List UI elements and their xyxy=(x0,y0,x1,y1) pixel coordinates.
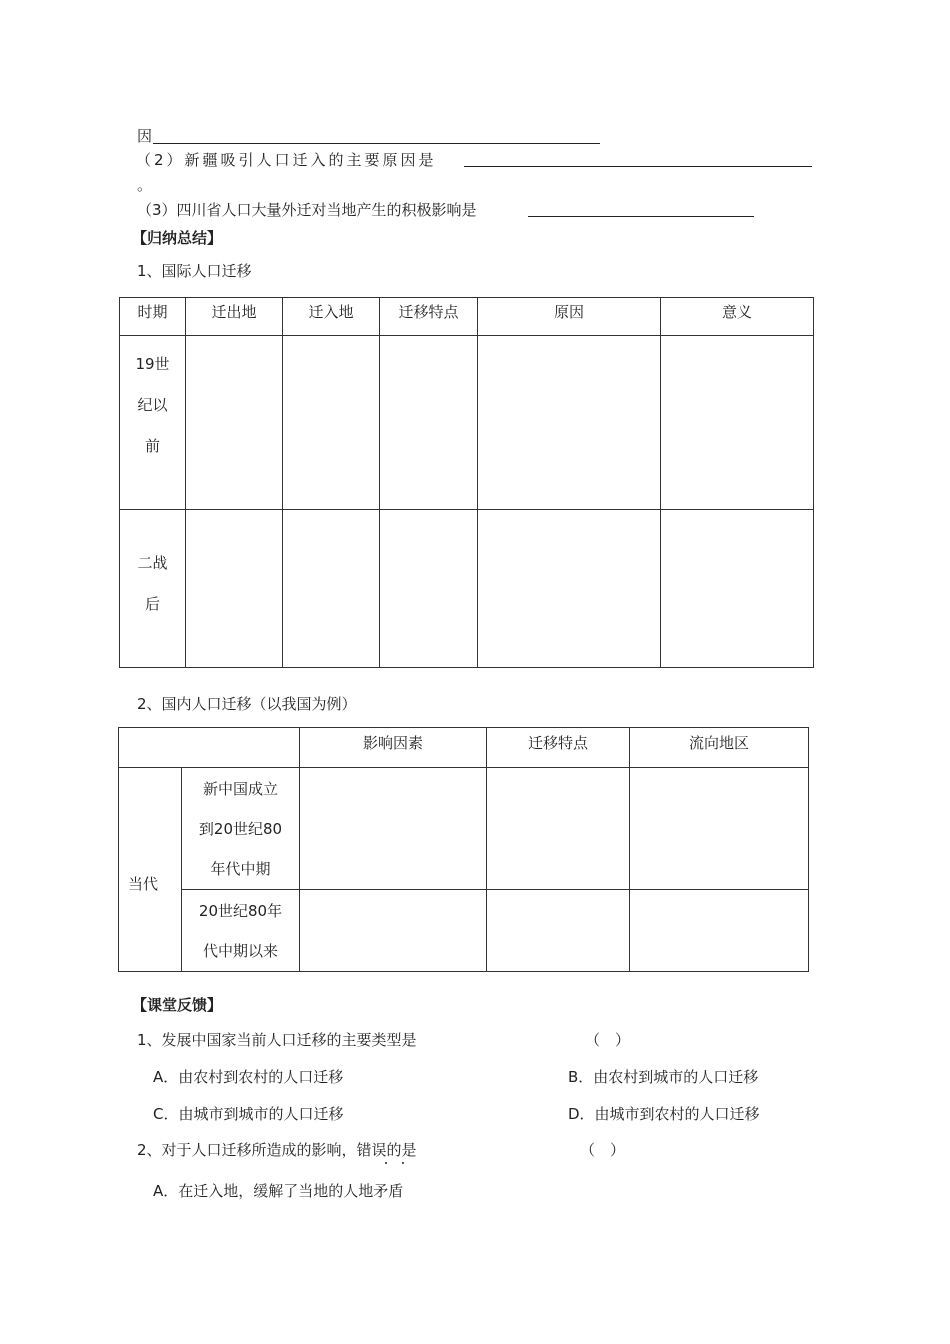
period-line: 代中期以来 xyxy=(202,942,278,960)
feedback-heading: 【课堂反馈】 xyxy=(132,996,223,1014)
table1-cell-blank[interactable] xyxy=(661,510,814,668)
question-2-tail: 。 xyxy=(137,176,153,194)
domestic-migration-table xyxy=(118,727,809,972)
table1-cell-blank[interactable] xyxy=(380,510,478,668)
table2-header-row xyxy=(119,728,809,768)
question-3-text: （3）四川省人口大量外迁对当地产生的积极影响是 xyxy=(137,201,477,219)
table2-cell-blank[interactable] xyxy=(300,890,487,972)
section-2-title: 2、国内人口迁移（以我国为例） xyxy=(137,695,357,713)
table1-header-destination: 迁入地 xyxy=(283,298,380,336)
table2-cell-blank[interactable] xyxy=(630,768,809,890)
table1-cell-blank[interactable] xyxy=(186,510,283,668)
table1-cell-blank[interactable] xyxy=(478,510,661,668)
table1-header-origin: 迁出地 xyxy=(186,298,283,336)
table2-group-contemporary: 当代 xyxy=(119,768,182,972)
table1-cell-blank[interactable] xyxy=(283,510,380,668)
q1-option-a[interactable]: A．由农村到农村的人口迁移 xyxy=(153,1068,344,1086)
table1-cell-pre19th-period xyxy=(120,336,186,510)
summary-heading: 【归纳总结】 xyxy=(132,229,223,247)
section-1-title: 1、国际人口迁移 xyxy=(137,262,252,280)
question-1-answer-paren[interactable]: （ ） xyxy=(585,1031,631,1049)
table2-cell-period2 xyxy=(182,890,300,972)
table1-cell-blank[interactable] xyxy=(283,336,380,510)
question-1-stem: 1、发展中国家当前人口迁移的主要类型是 xyxy=(137,1031,417,1049)
answer-line-prefix: 因 xyxy=(137,127,153,145)
table1-cell-blank[interactable] xyxy=(661,336,814,510)
period-line: 到20世纪80 xyxy=(198,820,283,838)
q1-option-c[interactable]: C．由城市到城市的人口迁移 xyxy=(153,1105,344,1123)
table1-header-row xyxy=(120,298,814,336)
answer-blank-2[interactable] xyxy=(464,166,812,167)
table1-row-postwar xyxy=(120,510,814,668)
table2-cell-blank[interactable] xyxy=(300,768,487,890)
table1-header-period: 时期 xyxy=(120,298,186,336)
emphasis-dot xyxy=(402,1162,404,1164)
table2-row-period2 xyxy=(119,890,809,972)
table2-cell-blank[interactable] xyxy=(487,768,630,890)
international-migration-table xyxy=(119,297,814,668)
table2-header-features: 迁移特点 xyxy=(487,728,630,768)
table2-cell-period1 xyxy=(182,768,300,890)
period-line: 19世 xyxy=(135,355,170,373)
period-line: 前 xyxy=(144,437,160,455)
period-line: 纪以 xyxy=(137,396,168,414)
answer-blank-3[interactable] xyxy=(528,216,754,217)
table2-header-blank xyxy=(119,728,300,768)
emphasis-dot xyxy=(385,1162,387,1164)
answer-blank-1[interactable] xyxy=(153,143,600,144)
table1-cell-blank[interactable] xyxy=(186,336,283,510)
q1-option-b[interactable]: B．由农村到城市的人口迁移 xyxy=(568,1068,759,1086)
table2-header-factors: 影响因素 xyxy=(300,728,487,768)
table1-header-reasons: 原因 xyxy=(478,298,661,336)
table1-cell-blank[interactable] xyxy=(380,336,478,510)
period-line: 年代中期 xyxy=(210,860,271,878)
period-line: 后 xyxy=(144,595,160,613)
table2-header-destinations: 流向地区 xyxy=(630,728,809,768)
table2-cell-blank[interactable] xyxy=(630,890,809,972)
period-line: 20世纪80年 xyxy=(198,902,283,920)
period-line: 二战 xyxy=(137,554,168,572)
table2-cell-blank[interactable] xyxy=(487,890,630,972)
q1-option-d[interactable]: D．由城市到农村的人口迁移 xyxy=(568,1105,760,1123)
question-2-answer-paren[interactable]: （ ） xyxy=(580,1141,626,1159)
table1-header-features: 迁移特点 xyxy=(380,298,478,336)
table2-row-period1 xyxy=(119,768,809,890)
table1-header-significance: 意义 xyxy=(661,298,814,336)
table1-cell-postwar-period xyxy=(120,510,186,668)
question-2-text: （2）新疆吸引人口迁入的主要原因是 xyxy=(136,151,437,169)
q2-option-a[interactable]: A．在迁入地，缓解了当地的人地矛盾 xyxy=(153,1182,404,1200)
table1-cell-blank[interactable] xyxy=(478,336,661,510)
table1-row-pre19th xyxy=(120,336,814,510)
question-2-stem: 2、对于人口迁移所造成的影响，错误的是 xyxy=(137,1141,417,1159)
period-line: 新中国成立 xyxy=(202,780,278,798)
